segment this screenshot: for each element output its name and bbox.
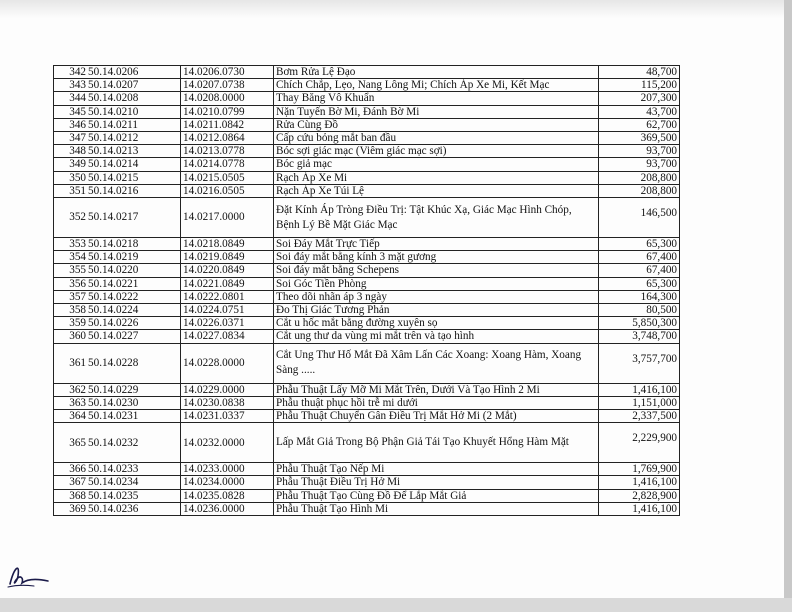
old-code-cell: 50.14.0234 — [87, 476, 181, 489]
table-row — [54, 238, 680, 251]
service-price-table — [53, 65, 680, 516]
row-number-cell: 362 — [54, 383, 88, 396]
new-code-cell: 14.0234.0000 — [181, 476, 274, 489]
table-row — [54, 290, 680, 303]
row-number-cell: 353 — [54, 238, 88, 251]
new-code-cell: 14.0208.0000 — [181, 92, 274, 105]
new-code-cell: 14.0232.0000 — [181, 423, 274, 463]
old-code-cell: 50.14.0231 — [87, 410, 181, 423]
service-name-cell: Soi đáy mắt bằng Schepens — [274, 264, 599, 277]
table-row — [54, 396, 680, 409]
row-number-cell: 346 — [54, 118, 88, 131]
new-code-cell: 14.0207.0738 — [181, 79, 274, 92]
new-code-cell: 14.0233.0000 — [181, 463, 274, 476]
service-name-cell: Theo dõi nhãn áp 3 ngày — [274, 290, 599, 303]
service-name-cell: Phẫu Thuật Tạo Cùng Đồ Để Lắp Mắt Giả — [274, 489, 599, 502]
table-row — [54, 92, 680, 105]
price-cell: 65,300 — [599, 238, 680, 251]
new-code-cell: 14.0206.0730 — [181, 66, 274, 79]
old-code-cell: 50.14.0224 — [87, 304, 181, 317]
price-cell: 1,416,100 — [599, 383, 680, 396]
old-code-cell: 50.14.0227 — [87, 330, 181, 343]
old-code-cell: 50.14.0215 — [87, 171, 181, 184]
table-row — [54, 383, 680, 396]
row-number-cell: 354 — [54, 251, 88, 264]
row-number-cell: 363 — [54, 396, 88, 409]
row-number-cell: 358 — [54, 304, 88, 317]
table-row — [54, 66, 680, 79]
row-number-cell: 344 — [54, 92, 88, 105]
table-row — [54, 502, 680, 515]
price-cell: 207,300 — [599, 92, 680, 105]
old-code-cell: 50.14.0226 — [87, 317, 181, 330]
price-cell: 93,700 — [599, 158, 680, 171]
new-code-cell: 14.0226.0371 — [181, 317, 274, 330]
service-name-cell: Phẫu Thuật Tạo Nếp Mi — [274, 463, 599, 476]
price-cell: 48,700 — [599, 66, 680, 79]
service-name-cell: Thay Băng Vô Khuẩn — [274, 92, 599, 105]
service-name-cell: Soi đáy mắt bằng kính 3 mặt gương — [274, 251, 599, 264]
scan-right-edge — [784, 0, 792, 612]
row-number-cell: 342 — [54, 66, 88, 79]
row-number-cell: 352 — [54, 198, 88, 238]
old-code-cell: 50.14.0236 — [87, 502, 181, 515]
price-cell: 1,151,000 — [599, 396, 680, 409]
price-cell: 369,500 — [599, 132, 680, 145]
new-code-cell: 14.0222.0801 — [181, 290, 274, 303]
service-name-cell: Cắt ung thư da vùng mi mắt trên và tạo hình — [274, 330, 599, 343]
table-row — [54, 304, 680, 317]
new-code-cell: 14.0227.0834 — [181, 330, 274, 343]
service-name-cell: Rạch Áp Xe Mi — [274, 171, 599, 184]
row-number-cell: 367 — [54, 476, 88, 489]
old-code-cell: 50.14.0220 — [87, 264, 181, 277]
price-cell: 1,416,100 — [599, 476, 680, 489]
price-cell: 2,828,900 — [599, 489, 680, 502]
table-row — [54, 489, 680, 502]
price-cell: 67,400 — [599, 264, 680, 277]
price-cell: 208,800 — [599, 184, 680, 197]
row-number-cell: 360 — [54, 330, 88, 343]
new-code-cell: 14.0236.0000 — [181, 502, 274, 515]
price-cell: 5,850,300 — [599, 317, 680, 330]
row-number-cell: 368 — [54, 489, 88, 502]
row-number-cell: 364 — [54, 410, 88, 423]
row-number-cell: 349 — [54, 158, 88, 171]
new-code-cell: 14.0231.0337 — [181, 410, 274, 423]
table-row — [54, 423, 680, 463]
old-code-cell: 50.14.0212 — [87, 132, 181, 145]
row-number-cell: 356 — [54, 277, 88, 290]
new-code-cell: 14.0219.0849 — [181, 251, 274, 264]
service-price-table-body — [54, 66, 680, 516]
new-code-cell: 14.0235.0828 — [181, 489, 274, 502]
service-name-cell: Cấp cứu bỏng mắt ban đầu — [274, 132, 599, 145]
table-row — [54, 105, 680, 118]
service-name-cell: Đặt Kính Áp Tròng Điều Trị: Tật Khúc Xạ, Giác Mạc Hình Chóp, Bệnh Lý Bề Mặt Giác Mạc — [274, 198, 599, 238]
old-code-cell: 50.14.0228 — [87, 343, 181, 383]
service-name-cell: Soi Góc Tiền Phòng — [274, 277, 599, 290]
row-number-cell: 350 — [54, 171, 88, 184]
price-cell: 62,700 — [599, 118, 680, 131]
old-code-cell: 50.14.0222 — [87, 290, 181, 303]
old-code-cell: 50.14.0216 — [87, 184, 181, 197]
new-code-cell: 14.0215.0505 — [181, 171, 274, 184]
scan-top-shadow — [0, 0, 792, 18]
old-code-cell: 50.14.0221 — [87, 277, 181, 290]
service-name-cell: Cắt Ung Thư Hố Mắt Đã Xâm Lấn Các Xoang: Xoang Hàm, Xoang Sàng ..... — [274, 343, 599, 383]
row-number-cell: 348 — [54, 145, 88, 158]
service-name-cell: Phẫu Thuật Điều Trị Hở Mi — [274, 476, 599, 489]
price-cell: 1,416,100 — [599, 502, 680, 515]
new-code-cell: 14.0211.0842 — [181, 118, 274, 131]
price-cell: 115,200 — [599, 79, 680, 92]
service-name-cell: Phẫu Thuật Tạo Hình Mi — [274, 502, 599, 515]
row-number-cell: 343 — [54, 79, 88, 92]
price-cell: 146,500 — [599, 198, 680, 238]
table-row — [54, 79, 680, 92]
price-cell: 3,757,700 — [599, 343, 680, 383]
price-cell: 93,700 — [599, 145, 680, 158]
old-code-cell: 50.14.0207 — [87, 79, 181, 92]
service-name-cell: Nặn Tuyến Bờ Mi, Đánh Bờ Mi — [274, 105, 599, 118]
old-code-cell: 50.14.0232 — [87, 423, 181, 463]
table-row — [54, 264, 680, 277]
new-code-cell: 14.0210.0799 — [181, 105, 274, 118]
price-cell: 208,800 — [599, 171, 680, 184]
old-code-cell: 50.14.0219 — [87, 251, 181, 264]
table-row — [54, 145, 680, 158]
old-code-cell: 50.14.0217 — [87, 198, 181, 238]
service-name-cell: Rửa Cùng Đồ — [274, 118, 599, 131]
old-code-cell: 50.14.0218 — [87, 238, 181, 251]
new-code-cell: 14.0224.0751 — [181, 304, 274, 317]
new-code-cell: 14.0221.0849 — [181, 277, 274, 290]
table-row — [54, 158, 680, 171]
new-code-cell: 14.0218.0849 — [181, 238, 274, 251]
service-name-cell: Rạch Áp Xe Túi Lệ — [274, 184, 599, 197]
new-code-cell: 14.0217.0000 — [181, 198, 274, 238]
service-name-cell: Đo Thị Giác Tương Phản — [274, 304, 599, 317]
price-cell: 164,300 — [599, 290, 680, 303]
new-code-cell: 14.0228.0000 — [181, 343, 274, 383]
new-code-cell: 14.0212.0864 — [181, 132, 274, 145]
old-code-cell: 50.14.0230 — [87, 396, 181, 409]
row-number-cell: 357 — [54, 290, 88, 303]
row-number-cell: 345 — [54, 105, 88, 118]
service-name-cell: Phẫu Thuật Chuyển Gân Điều Trị Mắt Hở Mi (2 Mắt) — [274, 410, 599, 423]
row-number-cell: 351 — [54, 184, 88, 197]
new-code-cell: 14.0230.0838 — [181, 396, 274, 409]
price-cell: 80,500 — [599, 304, 680, 317]
new-code-cell: 14.0216.0505 — [181, 184, 274, 197]
price-cell: 43,700 — [599, 105, 680, 118]
price-cell: 2,337,500 — [599, 410, 680, 423]
handwritten-signature-icon — [4, 556, 52, 590]
service-name-cell: Bóc giả mạc — [274, 158, 599, 171]
old-code-cell: 50.14.0213 — [87, 145, 181, 158]
service-name-cell: Phẫu thuật phục hồi trễ mi dưới — [274, 396, 599, 409]
service-name-cell: Cắt u hốc mắt bằng đường xuyên sọ — [274, 317, 599, 330]
scan-bottom-edge — [0, 598, 792, 612]
old-code-cell: 50.14.0210 — [87, 105, 181, 118]
table-row — [54, 476, 680, 489]
row-number-cell: 355 — [54, 264, 88, 277]
new-code-cell: 14.0213.0778 — [181, 145, 274, 158]
table-row — [54, 277, 680, 290]
service-name-cell: Bơm Rửa Lệ Đạo — [274, 66, 599, 79]
table-row — [54, 184, 680, 197]
row-number-cell: 347 — [54, 132, 88, 145]
price-cell: 67,400 — [599, 251, 680, 264]
price-cell: 3,748,700 — [599, 330, 680, 343]
price-cell: 2,229,900 — [599, 423, 680, 463]
row-number-cell: 366 — [54, 463, 88, 476]
table-row — [54, 317, 680, 330]
service-name-cell: Phẫu Thuật Lấy Mỡ Mi Mắt Trên, Dưới Và Tạo Hình 2 Mi — [274, 383, 599, 396]
table-row — [54, 410, 680, 423]
new-code-cell: 14.0214.0778 — [181, 158, 274, 171]
table-row — [54, 132, 680, 145]
row-number-cell: 365 — [54, 423, 88, 463]
row-number-cell: 361 — [54, 343, 88, 383]
table-row — [54, 343, 680, 383]
table-row — [54, 463, 680, 476]
old-code-cell: 50.14.0208 — [87, 92, 181, 105]
service-name-cell: Bóc sợi giác mạc (Viêm giác mạc sợi) — [274, 145, 599, 158]
price-cell: 65,300 — [599, 277, 680, 290]
new-code-cell: 14.0229.0000 — [181, 383, 274, 396]
service-name-cell: Soi Đáy Mắt Trực Tiếp — [274, 238, 599, 251]
table-row — [54, 118, 680, 131]
service-name-cell: Chích Chắp, Lẹo, Nang Lông Mi; Chích Áp Xe Mi, Kết Mạc — [274, 79, 599, 92]
old-code-cell: 50.14.0233 — [87, 463, 181, 476]
service-name-cell: Lấp Mắt Giả Trong Bộ Phận Giả Tái Tạo Khuyết Hổng Hàm Mặt — [274, 423, 599, 463]
new-code-cell: 14.0220.0849 — [181, 264, 274, 277]
old-code-cell: 50.14.0206 — [87, 66, 181, 79]
table-row — [54, 198, 680, 238]
row-number-cell: 369 — [54, 502, 88, 515]
price-cell: 1,769,900 — [599, 463, 680, 476]
old-code-cell: 50.14.0214 — [87, 158, 181, 171]
old-code-cell: 50.14.0235 — [87, 489, 181, 502]
old-code-cell: 50.14.0229 — [87, 383, 181, 396]
table-row — [54, 171, 680, 184]
table-row — [54, 251, 680, 264]
row-number-cell: 359 — [54, 317, 88, 330]
old-code-cell: 50.14.0211 — [87, 118, 181, 131]
table-row — [54, 330, 680, 343]
